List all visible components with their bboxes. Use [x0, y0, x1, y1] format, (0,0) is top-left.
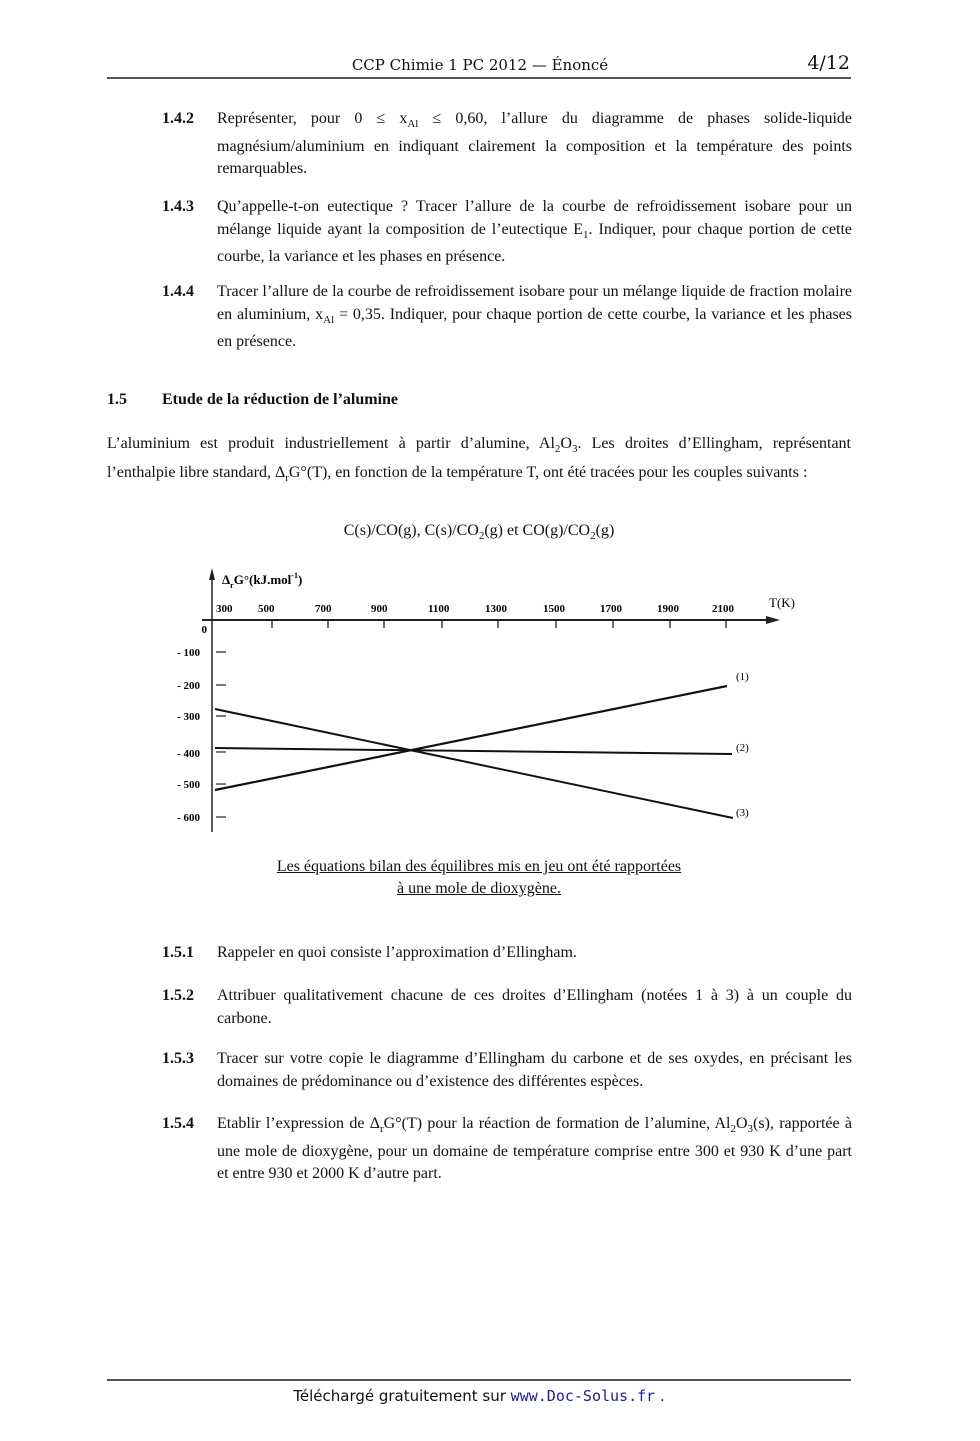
chart-caption: [0, 856, 958, 900]
question-text: Rappeler en quoi consiste l’approximation d’Ellingham.: [217, 944, 577, 961]
svg-text:(3): (3): [736, 807, 749, 819]
footer-rule: [107, 1379, 851, 1381]
question-number: 1.4.2: [162, 110, 194, 127]
series-line-2: [215, 748, 732, 754]
question-text: Tracer l’allure de la courbe de refroidissement isobare pour un mélange liquide de fraction molaire en aluminium, $x_{Al} = 0,35$. Indiquer, pour chaque portion de cette courbe, la variance et les phases en présence.: [217, 283, 853, 351]
footer-suffix: .: [655, 1387, 665, 1405]
footer-link[interactable]: www.Doc-Solus.fr: [510, 1387, 656, 1405]
couples-list: C(s)/CO(g), $C(s)/CO_2(g)$ et $CO(g)/CO_2(g)$: [343, 522, 615, 543]
svg-text:700: 700: [315, 603, 332, 615]
svg-text:- 600: - 600: [177, 812, 200, 824]
question-number: 1.5.4: [162, 1115, 194, 1132]
svg-text:1100: 1100: [428, 603, 450, 615]
svg-text:(1): (1): [736, 671, 749, 683]
header-rule: [107, 77, 851, 79]
svg-text:2100: 2100: [712, 603, 734, 615]
question-number: 1.5.3: [162, 1050, 194, 1067]
svg-text:300: 300: [216, 603, 233, 615]
page-header-title: CCP Chimie 1 PC 2012 — Énoncé: [351, 56, 609, 74]
section-intro: L’aluminium est produit industriellement à partir d’alumine, $Al_2O_3$. Les droites d’Ellingham, représentant l’enthalpie libre standard, $\Delta_rG^\circ(T)$, en fonction de la température T, ont été tracées pour les couples suivants :: [107, 435, 852, 485]
svg-text:ΔrG°(kJ.mol-1): $\Delta_rG^\circ(kJ.mol^{-1})$: [222, 571, 303, 590]
svg-text:1700: 1700: [600, 603, 622, 615]
svg-text:- 400: - 400: [177, 748, 200, 760]
question-number: 1.4.3: [162, 198, 194, 215]
footer: [0, 1387, 958, 1405]
question-1-4-3: [162, 196, 852, 269]
series-line-3: [215, 709, 733, 818]
svg-text:1900: 1900: [657, 603, 679, 615]
svg-text:500: 500: [258, 603, 275, 615]
question-1-4-2: [162, 108, 852, 181]
page-number: 4/12: [807, 52, 850, 74]
caption-line-1: Les équations bilan des équilibres mis en jeu ont été rapportées: [276, 858, 682, 875]
question-number: 1.5.2: [162, 987, 194, 1004]
ellingham-chart: [160, 560, 800, 845]
question-text: Attribuer qualitativement chacune de ces droites d’Ellingham (notées 1 à 3) à un couple du carbone.: [217, 987, 852, 1027]
svg-text:1300: 1300: [485, 603, 507, 615]
footer-text: Téléchargé gratuitement sur: [293, 1387, 511, 1405]
question-1-5-4: [162, 1113, 852, 1186]
svg-text:- 200: - 200: [177, 680, 200, 692]
question-text: Qu’appelle-t-on eutectique ? Tracer l’allure de la courbe de refroidissement isobare pour un mélange liquide ayant la composition de l’eutectique $E_1$. Indiquer, pour chaque portion de cette courbe, la variance et les phases en présence.: [217, 198, 853, 266]
question-1-5-2: [162, 985, 852, 1030]
section-heading: [107, 391, 399, 409]
question-number: 1.4.4: [162, 283, 194, 300]
svg-text:- 100: - 100: [177, 647, 200, 659]
question-1-4-4: [162, 281, 852, 354]
question-1-5-3: [162, 1048, 852, 1093]
question-number: 1.5.1: [162, 944, 194, 961]
svg-text:T(K): T(K): [769, 595, 795, 610]
svg-text:- 300: - 300: [177, 711, 200, 723]
svg-text:(2): (2): [736, 742, 749, 754]
question-text: Etablir l’expression de $\Delta_rG^\circ(T)$ pour la réaction de formation de l’alumine, $Al_2O_3(s)$, rapportée à une mole de dioxygène, pour un domaine de température comprise entre 300 et 930 K d’une part et entre 930 et 2000 K d’autre part.: [217, 1115, 852, 1183]
svg-text:- 500: - 500: [177, 779, 200, 791]
svg-text:0: 0: [201, 624, 207, 636]
section-title: Etude de la réduction de l’alumine: [162, 391, 399, 408]
question-1-5-1: [162, 942, 852, 965]
series-line-1: [215, 686, 727, 790]
question-text: Représenter, pour $0 \le x_{Al} \le 0,60$, l’allure du diagramme de phases solide-liquide magnésium/aluminium en indiquant clairement la composition et la température des points remarquables.: [217, 110, 853, 178]
question-text: Tracer sur votre copie le diagramme d’Ellingham du carbone et de ses oxydes, en précisant les domaines de prédominance ou d’existence des différentes espèces.: [217, 1050, 852, 1090]
svg-text:1500: 1500: [543, 603, 565, 615]
svg-text:900: 900: [371, 603, 388, 615]
caption-line-2: à une mole de dioxygène.: [397, 880, 561, 897]
section-number: 1.5: [107, 391, 127, 408]
